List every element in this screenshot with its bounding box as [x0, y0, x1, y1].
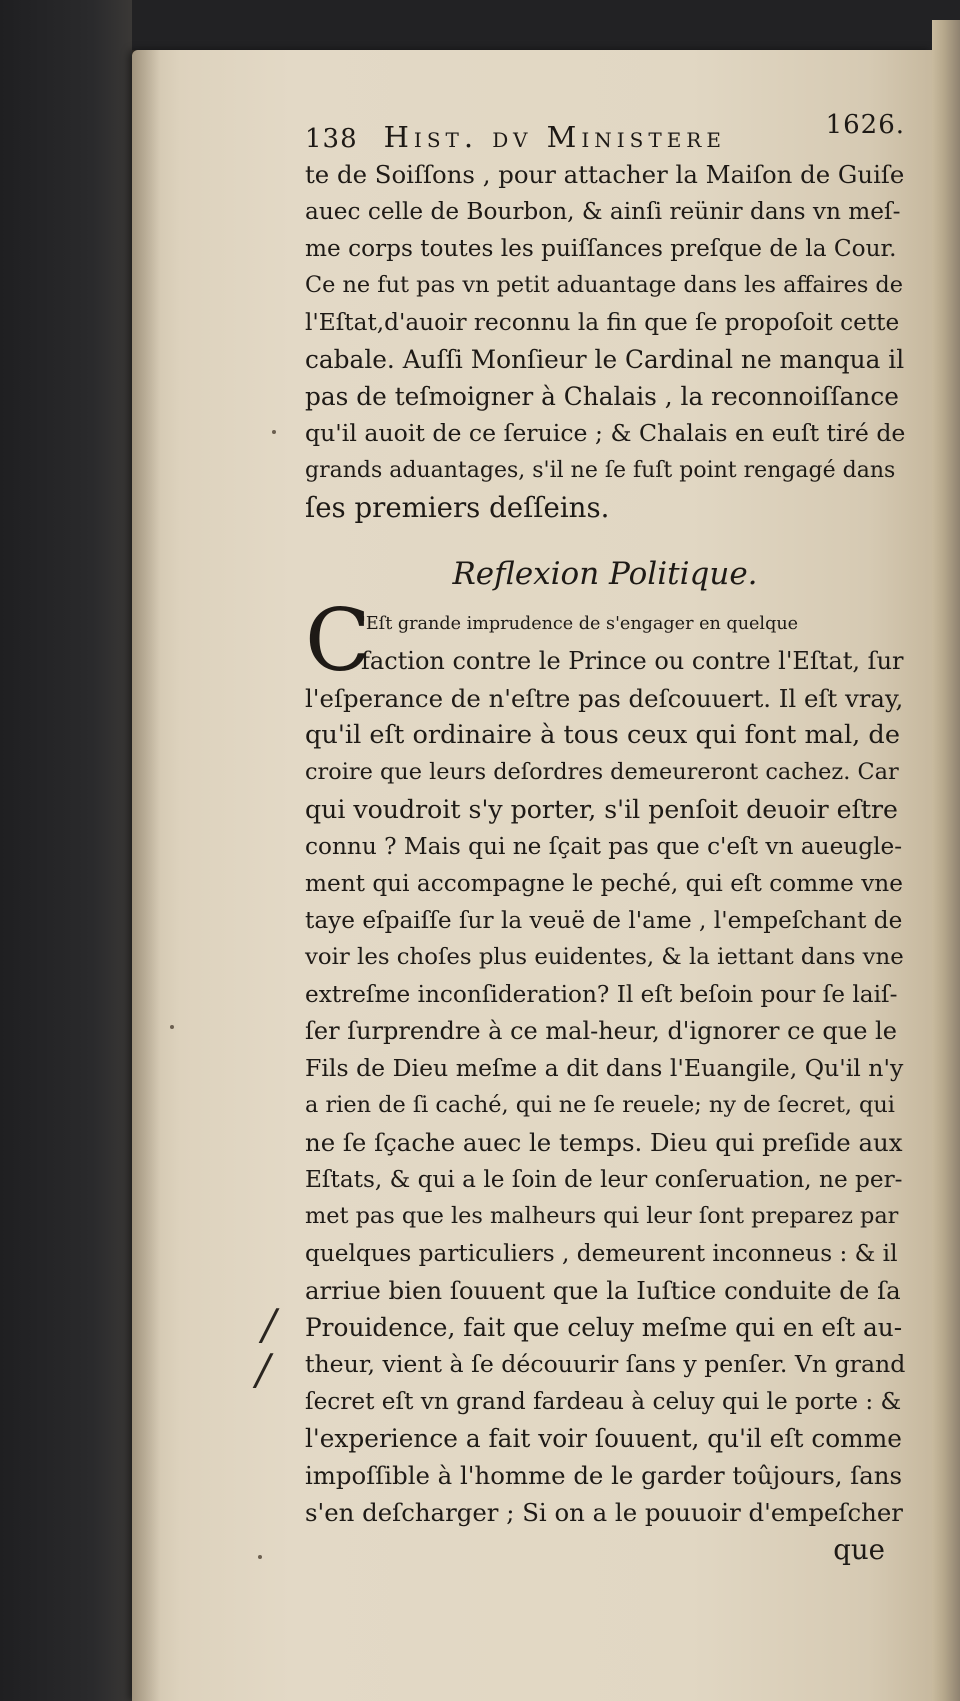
text-line: arriue bien ſouuent que la Iuſtice conduite de ſa	[305, 1276, 901, 1305]
text-line: 'Eſt grande imprudence de s'engager en quelque	[361, 614, 799, 634]
running-title: Hist. dv Ministere	[383, 120, 726, 154]
text-line: cabale. Auſſi Monſieur le Cardinal ne manqua il	[305, 345, 905, 374]
text-line: impoſſible à l'homme de le garder toûjours, ſans	[305, 1461, 903, 1490]
ink-speck	[170, 1025, 174, 1029]
text-line: ment qui accompagne le peché, qui eſt comme vne	[305, 870, 903, 897]
text-line: Eſtats, & qui a le ſoin de leur conſeruation, ne per-	[305, 1166, 903, 1193]
text-line: Prouidence, fait que celuy meſme qui en eſt au-	[305, 1313, 903, 1342]
text-line: extreſme inconſideration? Il eſt beſoin pour ſe laiſ-	[305, 981, 898, 1008]
text-line: met pas que les malheurs qui leur ſont preparez par	[305, 1203, 899, 1229]
text-line: taye eſpaiſſe ſur la veuë de l'ame , l'empeſchant de	[305, 907, 903, 934]
text-line: Ce ne fut pas vn petit aduantage dans les affaires de	[305, 272, 904, 298]
text-line: l'Eſtat,d'auoir reconnu la fin que ſe propoſoit cette	[305, 309, 900, 336]
section-heading: Reflexion Politique.	[452, 556, 758, 592]
text-line: croire que leurs deſordres demeureront cachez. Car	[305, 759, 899, 785]
text-line: grands aduantages, s'il ne ſe fuſt point rengagé dans	[305, 458, 896, 483]
text-line: l'eſperance de n'eſtre pas deſcouuert. Il eſt vray,	[305, 684, 904, 713]
ink-speck	[272, 430, 276, 434]
text-line: voir les choſes plus euidentes, & la iettant dans vne	[305, 944, 904, 970]
text-line: theur, vient à ſe découurir ſans y penſer. Vn grand	[305, 1350, 906, 1378]
running-year: 1626.	[825, 110, 905, 140]
text-line: ſecret eſt vn grand fardeau à celuy qui le porte : &	[305, 1388, 902, 1415]
spine-shadow	[132, 50, 160, 1701]
page-number: 138	[305, 124, 358, 154]
text-line: me corps toutes les puiſſances preſque de la Cour.	[305, 235, 897, 262]
text-line: ne ſe ſçache auec le temps. Dieu qui preſide aux	[305, 1128, 903, 1157]
text-line: Fils de Dieu meſme a dit dans l'Euangile, Qu'il n'y	[305, 1054, 904, 1082]
text-line: quelques particuliers , demeurent inconneus : & il	[305, 1240, 898, 1267]
text-line: qu'il eſt ordinaire à tous ceux qui font mal, de	[305, 720, 900, 750]
margin-mark: /	[256, 1345, 271, 1394]
text-line: qui voudroit s'y porter, s'il penſoit deuoir eſtre	[305, 795, 898, 824]
running-head	[305, 110, 905, 156]
first-paragraph-start	[305, 591, 905, 691]
text-line: connu ? Mais qui ne ſçait pas que c'eſt vn aueugle-	[305, 833, 903, 860]
text-line: a rien de ſi caché, qui ne ſe reuele; ny de ſecret, qui	[305, 1092, 895, 1118]
text-line: te de Soiſſons , pour attacher la Maiſon de Guiſe	[305, 160, 905, 189]
text-line: ſer ſurprendre à ce mal-heur, d'ignorer ce que le	[305, 1017, 897, 1045]
text-line: faction contre le Prince ou contre l'Eſtat, ſur	[361, 647, 904, 675]
drop-cap: C	[305, 591, 371, 691]
text-line: qu'il auoit de ce ſeruice ; & Chalais en euſt tiré de	[305, 419, 906, 447]
text-line: s'en deſcharger ; Si on a le pouuoir d'empeſcher	[305, 1498, 903, 1527]
margin-mark: /	[262, 1300, 277, 1349]
next-page-edge	[932, 20, 960, 1701]
page-text	[305, 110, 906, 1568]
text-line: l'experience a fait voir ſouuent, qu'il eſt comme	[305, 1424, 902, 1453]
text-line: ſes premiers deſſeins.	[305, 491, 610, 524]
text-line: auec celle de Bourbon, & ainſi reünir dans vn meſ-	[305, 198, 901, 225]
background-left	[0, 0, 132, 1701]
catchword: que	[833, 1533, 885, 1566]
ink-speck	[258, 1555, 262, 1559]
text-line: pas de teſmoigner à Chalais , la reconnoiſſance	[305, 382, 899, 411]
